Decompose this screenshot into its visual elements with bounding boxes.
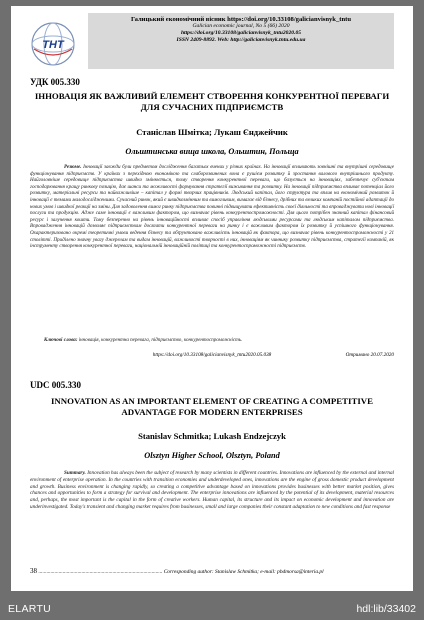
issn-web[interactable]: ISSN 2409-8892. Web: http://galicianvisnyk.tntu.edu.ua bbox=[176, 37, 306, 44]
received-date: Отримано 20.07.2020 bbox=[345, 352, 394, 358]
handle-id: hdl:lib/33402 bbox=[356, 603, 416, 615]
keywords-text-uk: інновація, конкурентна перевага, підприємство, конкурентоспроможність. bbox=[78, 337, 243, 343]
logo-text: ТНТ bbox=[42, 39, 64, 51]
udc-uk: УДК 005.330 bbox=[30, 77, 80, 87]
page-footer bbox=[30, 567, 394, 575]
document-page bbox=[11, 6, 413, 591]
repository-strip bbox=[0, 598, 424, 620]
authors-en: Stanislav Schmitka; Lukash Endzejczyk bbox=[138, 431, 286, 441]
journal-info-box bbox=[88, 13, 394, 69]
affiliation-uk: Ольштинська вища школа, Ольштин, Польща bbox=[125, 147, 299, 156]
udc-en: UDC 005.330 bbox=[30, 380, 81, 390]
keywords-uk bbox=[30, 337, 394, 344]
title-uk: ІННОВАЦІЯ ЯК ВАЖЛИВИЙ ЕЛЕМЕНТ СТВОРЕННЯ КОНКУРЕНТНОЇ ПЕРЕВАГИ ДЛЯ СУЧАСНИХ ПІДПРИЄМСТВ bbox=[34, 91, 390, 112]
abstract-text-en: Innovation has always been the subject of research by many scientists in different countries. Innovations are influenced by the external and internal environment of enterprise operation. In the countries with transition economies and underdeveloped ones, innovations are the engine of gross domestic product development and growth. Business environment is changing rapidly, so creating a competitive advantage based on innovations provides businesses with better market position, gives chances and opportunities to form a strategy for survival and development. The enterprise innovations are influenced by the potential of its development, material resources and, perhaps, the most important is the capital in the form of creative workers. Human capital, its structure and its impact on economic development and innovation are underinvestigated. Today's transient and changing market requires from businesses, small and large companies their constant adaptation to new conditions and fast response bbox=[30, 470, 395, 510]
abstract-en bbox=[30, 470, 394, 511]
tntu-logo-icon bbox=[30, 21, 76, 67]
authors-uk: Станіслав Шмітка; Лукаш Єнджейчик bbox=[136, 127, 288, 137]
corresponding-author: Corresponding author: Stanislaw Schmitka; e-mail: pbdmorsa@interia.pl bbox=[163, 569, 324, 575]
abstract-label-uk: Резюме. bbox=[64, 164, 82, 170]
article-doi[interactable]: https://doi.org/10.33108/galicianvisnyk_tntu2020.05.038 bbox=[152, 352, 272, 358]
keywords-label-uk: Ключові слова: bbox=[44, 337, 78, 343]
journal-title-en: Galician economic journal, No 5 (66) 2020 bbox=[192, 23, 290, 29]
title-en: INNOVATION AS AN IMPORTANT ELEMENT OF CREATING A COMPETITIVE ADVANTAGE FOR MODERN ENTERPRISES bbox=[51, 396, 373, 417]
footer-rule: ............................................................................................ bbox=[38, 569, 164, 575]
page-number: 38 bbox=[30, 567, 37, 575]
journal-header bbox=[30, 13, 397, 73]
repository-name: ELARTU bbox=[8, 603, 52, 615]
abstract-uk bbox=[30, 164, 394, 250]
issue-doi[interactable]: https://doi.org/10.33108/galicianvisnyk_tntu2020.05 bbox=[180, 30, 302, 37]
journal-title-uk: Галицький економічний вісник https://doi.org/10.33108/galicianvisnyk_tntu bbox=[131, 16, 351, 23]
abstract-text-uk: Інновації завжди були предметом дослідження багатьох вчених у різних країнах. На інновації впливають зовнішні та внутрішні середовище функціонування підприємств. У країнах з перехідною економікою та слаборозвинених вона є рушієм розвитку й зростання валового внутрішнього продукту. Найголовніше середовище підприємства швидко змінюється, тому створення конкурентної переваги, що базується на інноваціях, забезпечує суб'єктам господарювання кращу ринкову позицію, дає шанси та можливості формування стратегії виживання та розвитку. На інновації підприємства впливає потенціал його розвитку, матеріальні ресурси та найважливіше – капітал у формі творчих працівників. Людський капітал, його структура та вплив на економічний розвиток й інновації є темами малодослідженими. Сучасний ринок, який є швидкозмінним та вимогливим, вимагає від бізнесу, дрібних та великих компаній постійної адаптації до нових умов і швидкої реакції на зміни. Для задоволення вимог ринку підприємства повинні підвищувати ефективність своєї діяльності та впроваджувати нові інновації послуги та продукцію. Адже саме інновації є важливим фактором, що визначає рівень конкурентоспроможності. Для цього потрібен значний капітал фінансовий ресурс і залучення кошти. Тому безперечно на рівень інноваційності впливає спосіб управління людськими ресурсами та людським капіталом підприємства. Впровадження інновацій дозволяє підприємствам досягати конкурентної переваги на ринку і є важливим фактором їх розвитку й успішного функціонування. Охарактеризовано окремі теоретичні умови ведення бізнесу та обґрунтовано важливість інновацій як фактора, що визначає рівень конкурентоспроможності у 21 столітті. Приділено значну увагу джерелам та видам інновацій, важливості творчості в них, інноваціям як чиннику розвитку підприємства, стратегії компаній, як інструменту створення конкурентної переваги, національній інноваційній політиці та конкурентоспроможності підприємств. bbox=[30, 164, 394, 250]
abstract-label-en: Summary. bbox=[64, 470, 86, 476]
affiliation-en: Olsztyn Higher School, Olsztyn, Poland bbox=[144, 451, 280, 460]
